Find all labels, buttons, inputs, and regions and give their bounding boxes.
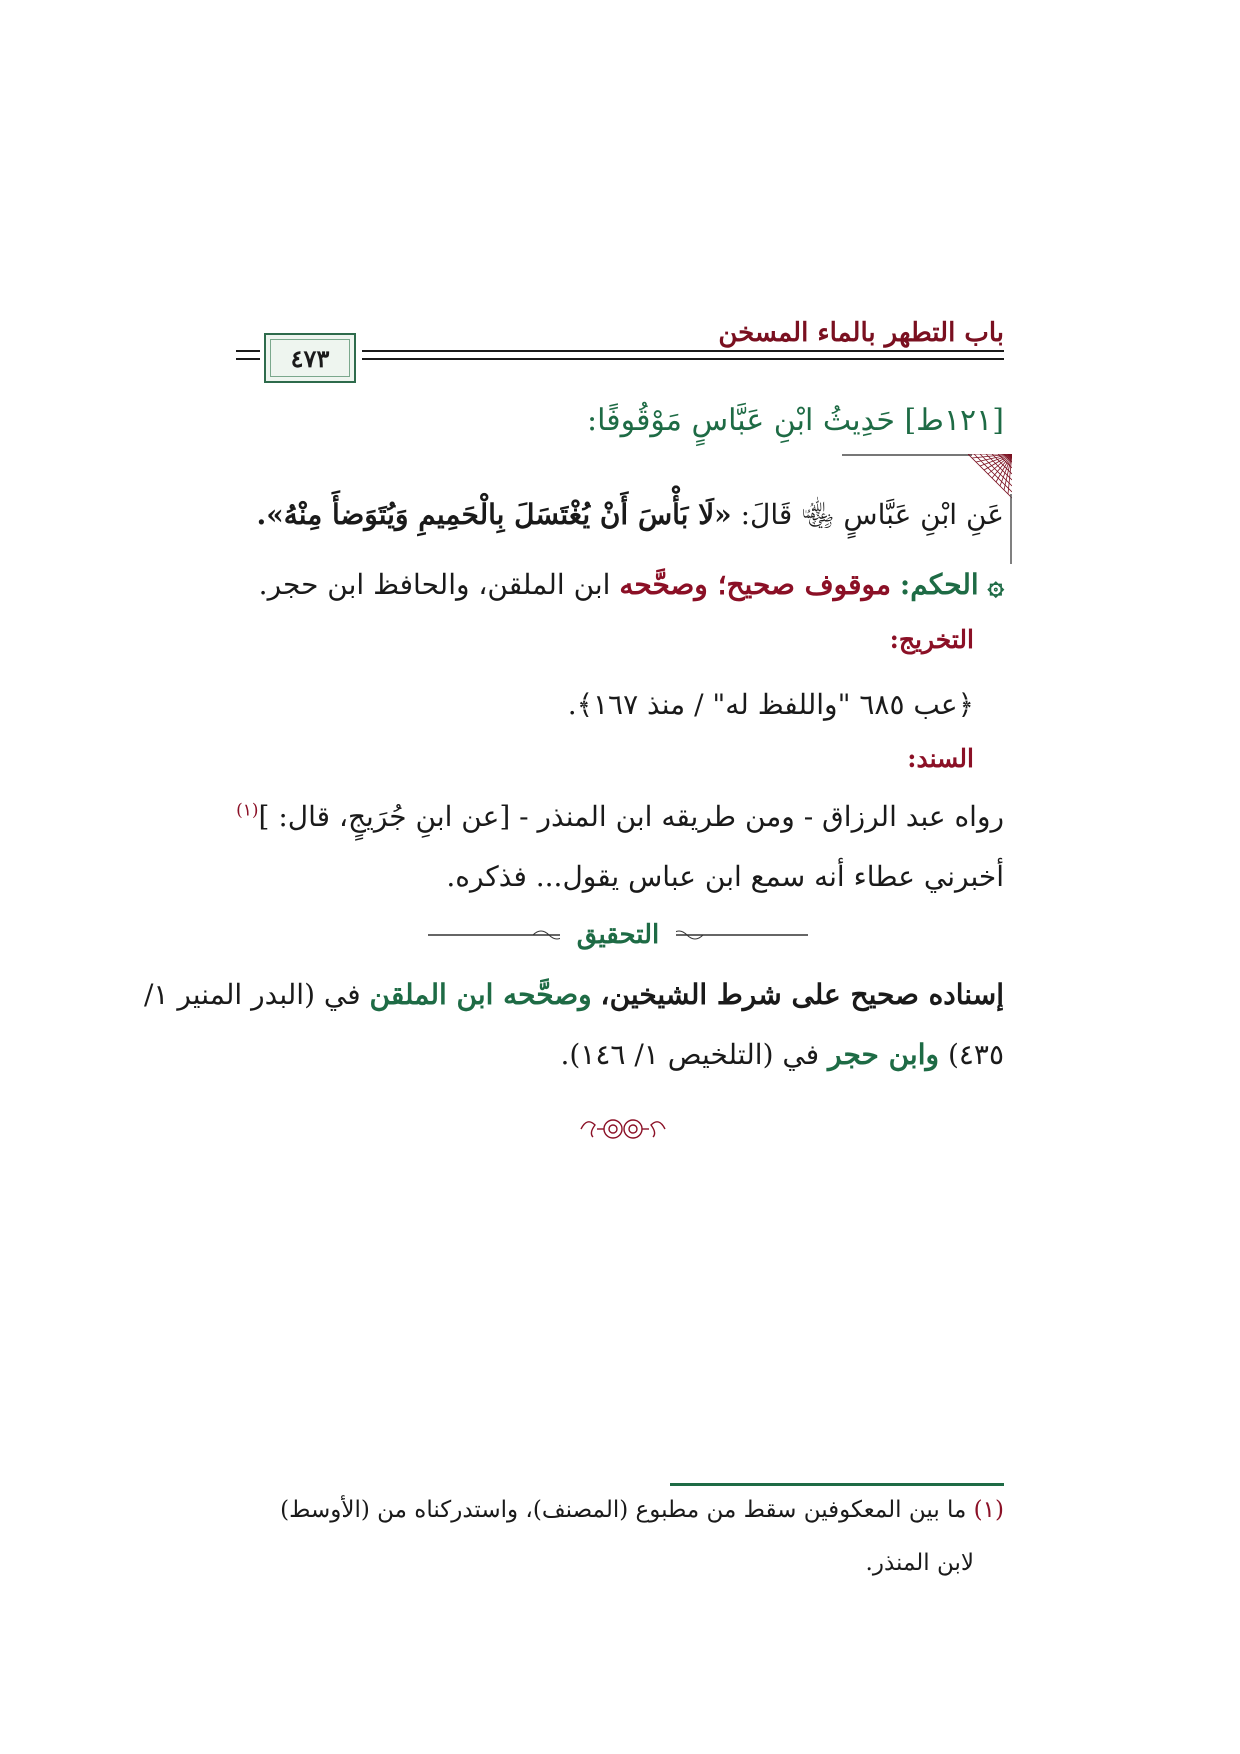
takhrij-text: ﴿عب ٦٨٥ "واللفظ له" / منذ ١٦٧﴾. (567, 688, 974, 721)
tahqiq-bold: إسناده صحيح على شرط الشيخين، (600, 978, 1004, 1011)
footnote-rule (670, 1483, 1004, 1486)
tahqiq-line-2 (560, 1038, 1004, 1071)
footnote-number: (١) (973, 1497, 1004, 1523)
footnote-line-1 (280, 1497, 1004, 1523)
tahqiq-start-2: ٤٣٥) (947, 1038, 1004, 1071)
hukm-label: الحكم: (899, 568, 979, 601)
tahqiq-line-1 (144, 978, 1004, 1011)
header-rule-left-top (236, 350, 260, 352)
sanad-line-2: أخبرني عطاء أنه سمع ابن عباس يقول... فذكره. (446, 860, 1004, 893)
header-rule-right-top (362, 350, 1004, 352)
running-title: باب التطهر بالماء المسخن (718, 318, 1004, 348)
hukm-line (259, 568, 1004, 601)
sanad-line-1 (236, 800, 1004, 833)
hadith-quote: «لَا بَأْسَ أَنْ يُغْتَسَلَ بِالْحَمِيمِ وَيُتَوَضأَ مِنْهُ». (256, 498, 732, 531)
footnote-ref[interactable]: (١) (236, 800, 259, 821)
hadith-top-line (842, 454, 972, 456)
takhrij-label: التخريج: (889, 625, 974, 654)
sanad-text-1: رواه عبد الرزاق - ومن طريقه ابن المنذر - [عن ابنِ جُرَيجٍ، قال: ] (258, 800, 1004, 833)
tahqiq-green-1: وصحَّحه ابن الملقن (369, 978, 592, 1011)
end-ornament-icon (577, 1112, 669, 1146)
sanad-label: السند: (907, 744, 974, 773)
footnote-line-2: لابن المنذر. (865, 1550, 974, 1576)
tahqiq-rest-1: في (البدر المنير ١/ (143, 978, 361, 1011)
hadith-text (256, 498, 1004, 538)
tahqiq-rest-2: في (التلخيص ١/ ١٤٦). (560, 1038, 820, 1071)
page-number-box (264, 333, 356, 383)
hadith-title: [١٢١ط] حَدِيثُ ابْنِ عَبَّاسٍ مَوْقُوفًا: (587, 403, 1004, 438)
tahqiq-label: التحقيق (560, 920, 676, 950)
hukm-ruling: موقوف صحيح؛ وصحَّحه (619, 568, 891, 601)
tahqiq-green-2: وابن حجر (828, 1038, 940, 1071)
footnote-text-1: ما بين المعكوفين سقط من مطبوع (المصنف)، واستدركناه من (الأوسط) (280, 1497, 967, 1523)
flower-icon: ۞ (987, 568, 1004, 601)
header-rule-left-bottom (236, 358, 260, 360)
hukm-rest: ابن الملقن، والحافظ ابن حجر. (258, 568, 611, 601)
hadith-intro: عَنِ ابْنِ عَبَّاسٍ ﵄ قَالَ: (731, 498, 1004, 531)
header-rule-right-bottom (362, 358, 1004, 360)
page-number: ٤٧٣ (290, 343, 330, 373)
